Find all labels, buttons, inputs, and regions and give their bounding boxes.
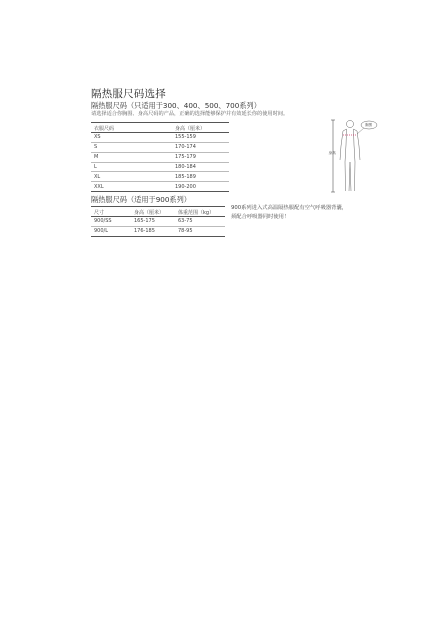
height-cell: 180-184	[175, 164, 196, 171]
section1-note: 请选择适合你胸围、身高尺码的产品，正确的选择能够保护并有效延长你的使用时间。	[91, 111, 289, 117]
size-cell: XXL	[94, 183, 104, 190]
column-header: 体重范围（kg）	[178, 209, 215, 216]
table-row	[91, 182, 229, 192]
size-cell: 900/L	[94, 228, 109, 235]
weight-cell: 78-95	[178, 228, 193, 235]
size-cell: L	[94, 164, 97, 171]
series900-note: 900系列进入式高温隔热服配有空气呼吸器背囊，须配合呼吸器同时使用！	[231, 205, 348, 220]
section2-heading: 隔热服尺码（适用于900系列）	[91, 195, 191, 204]
human-figure-outline	[340, 120, 360, 191]
height-label: 身高	[328, 151, 336, 155]
table-header-row	[91, 207, 225, 217]
size-cell: 900/SS	[94, 218, 112, 225]
size-cell: S	[94, 144, 98, 151]
table-row	[91, 227, 225, 237]
height-measure-line	[328, 120, 336, 192]
height-cell: 165-175	[134, 218, 155, 225]
chest-label: 胸围	[365, 123, 372, 128]
body-measurement-figure	[328, 114, 380, 198]
column-header: 身高（厘米）	[134, 209, 165, 216]
height-cell: 170-174	[175, 144, 196, 151]
column-header: 衣服尺码	[94, 125, 115, 132]
size-cell: XL	[94, 173, 101, 180]
table-row	[91, 172, 229, 182]
column-header: 尺寸	[94, 209, 105, 216]
size-cell: M	[94, 154, 99, 161]
table-row	[91, 133, 229, 143]
size-table-900	[91, 206, 225, 237]
size-table-300-700	[91, 122, 229, 192]
weight-cell: 63-75	[178, 218, 193, 225]
chest-callout-pointer	[357, 128, 364, 134]
table-row	[91, 163, 229, 173]
height-cell: 175-179	[175, 154, 196, 161]
height-cell: 176-185	[134, 228, 155, 235]
section1-heading: 隔热服尺码（只适用于300、400、500、700系列）	[91, 101, 261, 110]
size-cell: XS	[94, 134, 101, 141]
table-header-row	[91, 123, 229, 133]
table-row	[91, 217, 225, 227]
column-header: 身高（厘米）	[175, 125, 206, 132]
table-row	[91, 153, 229, 163]
table-row	[91, 143, 229, 153]
page-title: 隔热服尺码选择	[91, 88, 166, 100]
height-cell: 155-159	[175, 134, 196, 141]
height-cell: 190-200	[175, 183, 196, 190]
height-cell: 185-189	[175, 173, 196, 180]
